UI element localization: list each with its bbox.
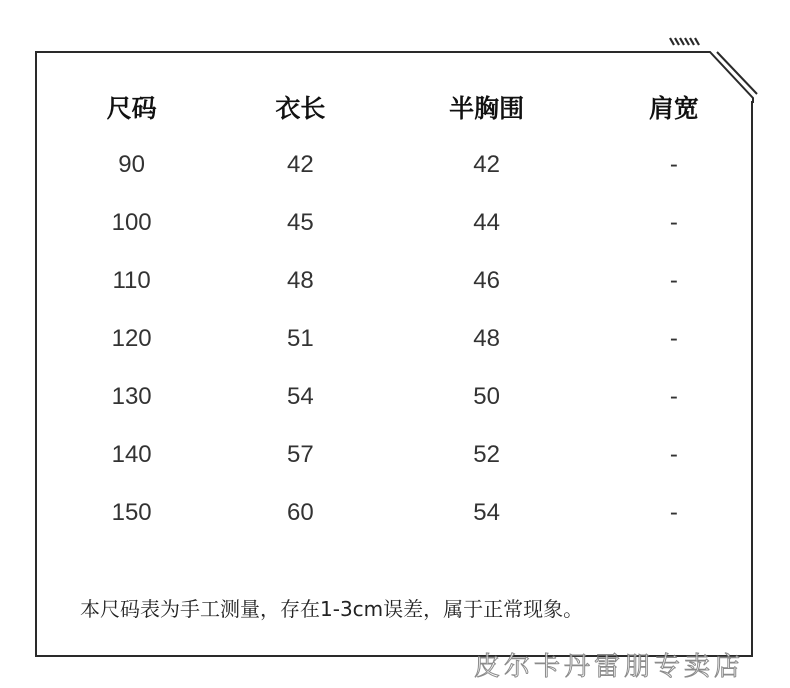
cell-length: 51 — [287, 325, 314, 352]
store-watermark: 皮尔卡丹雷朋专卖店 — [474, 652, 745, 682]
header-length: 衣长 — [275, 94, 326, 123]
header-size: 尺码 — [106, 94, 157, 123]
cell-size: 130 — [111, 383, 152, 410]
cell-shoulder: - — [669, 325, 678, 352]
cell-size: 140 — [111, 441, 152, 468]
cell-size: 110 — [112, 267, 151, 294]
cell-half-chest: 50 — [473, 383, 500, 410]
cell-half-chest: 44 — [473, 209, 500, 236]
cell-length: 48 — [287, 267, 314, 294]
cell-size: 100 — [111, 209, 152, 236]
cell-shoulder: - — [669, 441, 678, 468]
cell-half-chest: 46 — [473, 267, 500, 294]
cell-half-chest: 52 — [473, 441, 500, 468]
table-header-row — [38, 78, 750, 136]
cell-half-chest: 48 — [473, 325, 500, 352]
cell-length: 57 — [287, 441, 314, 468]
cell-size: 120 — [111, 325, 152, 352]
table-row — [38, 426, 750, 484]
cell-shoulder: - — [669, 209, 678, 236]
cell-shoulder: - — [669, 151, 678, 178]
table-row — [38, 368, 750, 426]
measurement-note: 本尺码表为手工测量，存在1-3cm误差，属于正常现象。 — [80, 597, 584, 621]
size-table — [38, 78, 750, 542]
cell-shoulder: - — [669, 383, 678, 410]
table-row — [38, 310, 750, 368]
cell-size: 150 — [111, 499, 152, 526]
cell-length: 45 — [287, 209, 314, 236]
table-row — [38, 484, 750, 542]
table-row — [38, 252, 750, 310]
table-row — [38, 136, 750, 194]
header-half-chest: 半胸围 — [449, 94, 525, 123]
cell-length: 60 — [287, 499, 314, 526]
cell-shoulder: - — [669, 267, 678, 294]
cell-half-chest: 42 — [473, 151, 500, 178]
cell-size: 90 — [118, 151, 145, 178]
cell-length: 54 — [287, 383, 314, 410]
cell-length: 42 — [287, 151, 314, 178]
cell-shoulder: - — [669, 499, 678, 526]
header-shoulder: 肩宽 — [648, 94, 699, 123]
table-row — [38, 194, 750, 252]
cell-half-chest: 54 — [473, 499, 500, 526]
